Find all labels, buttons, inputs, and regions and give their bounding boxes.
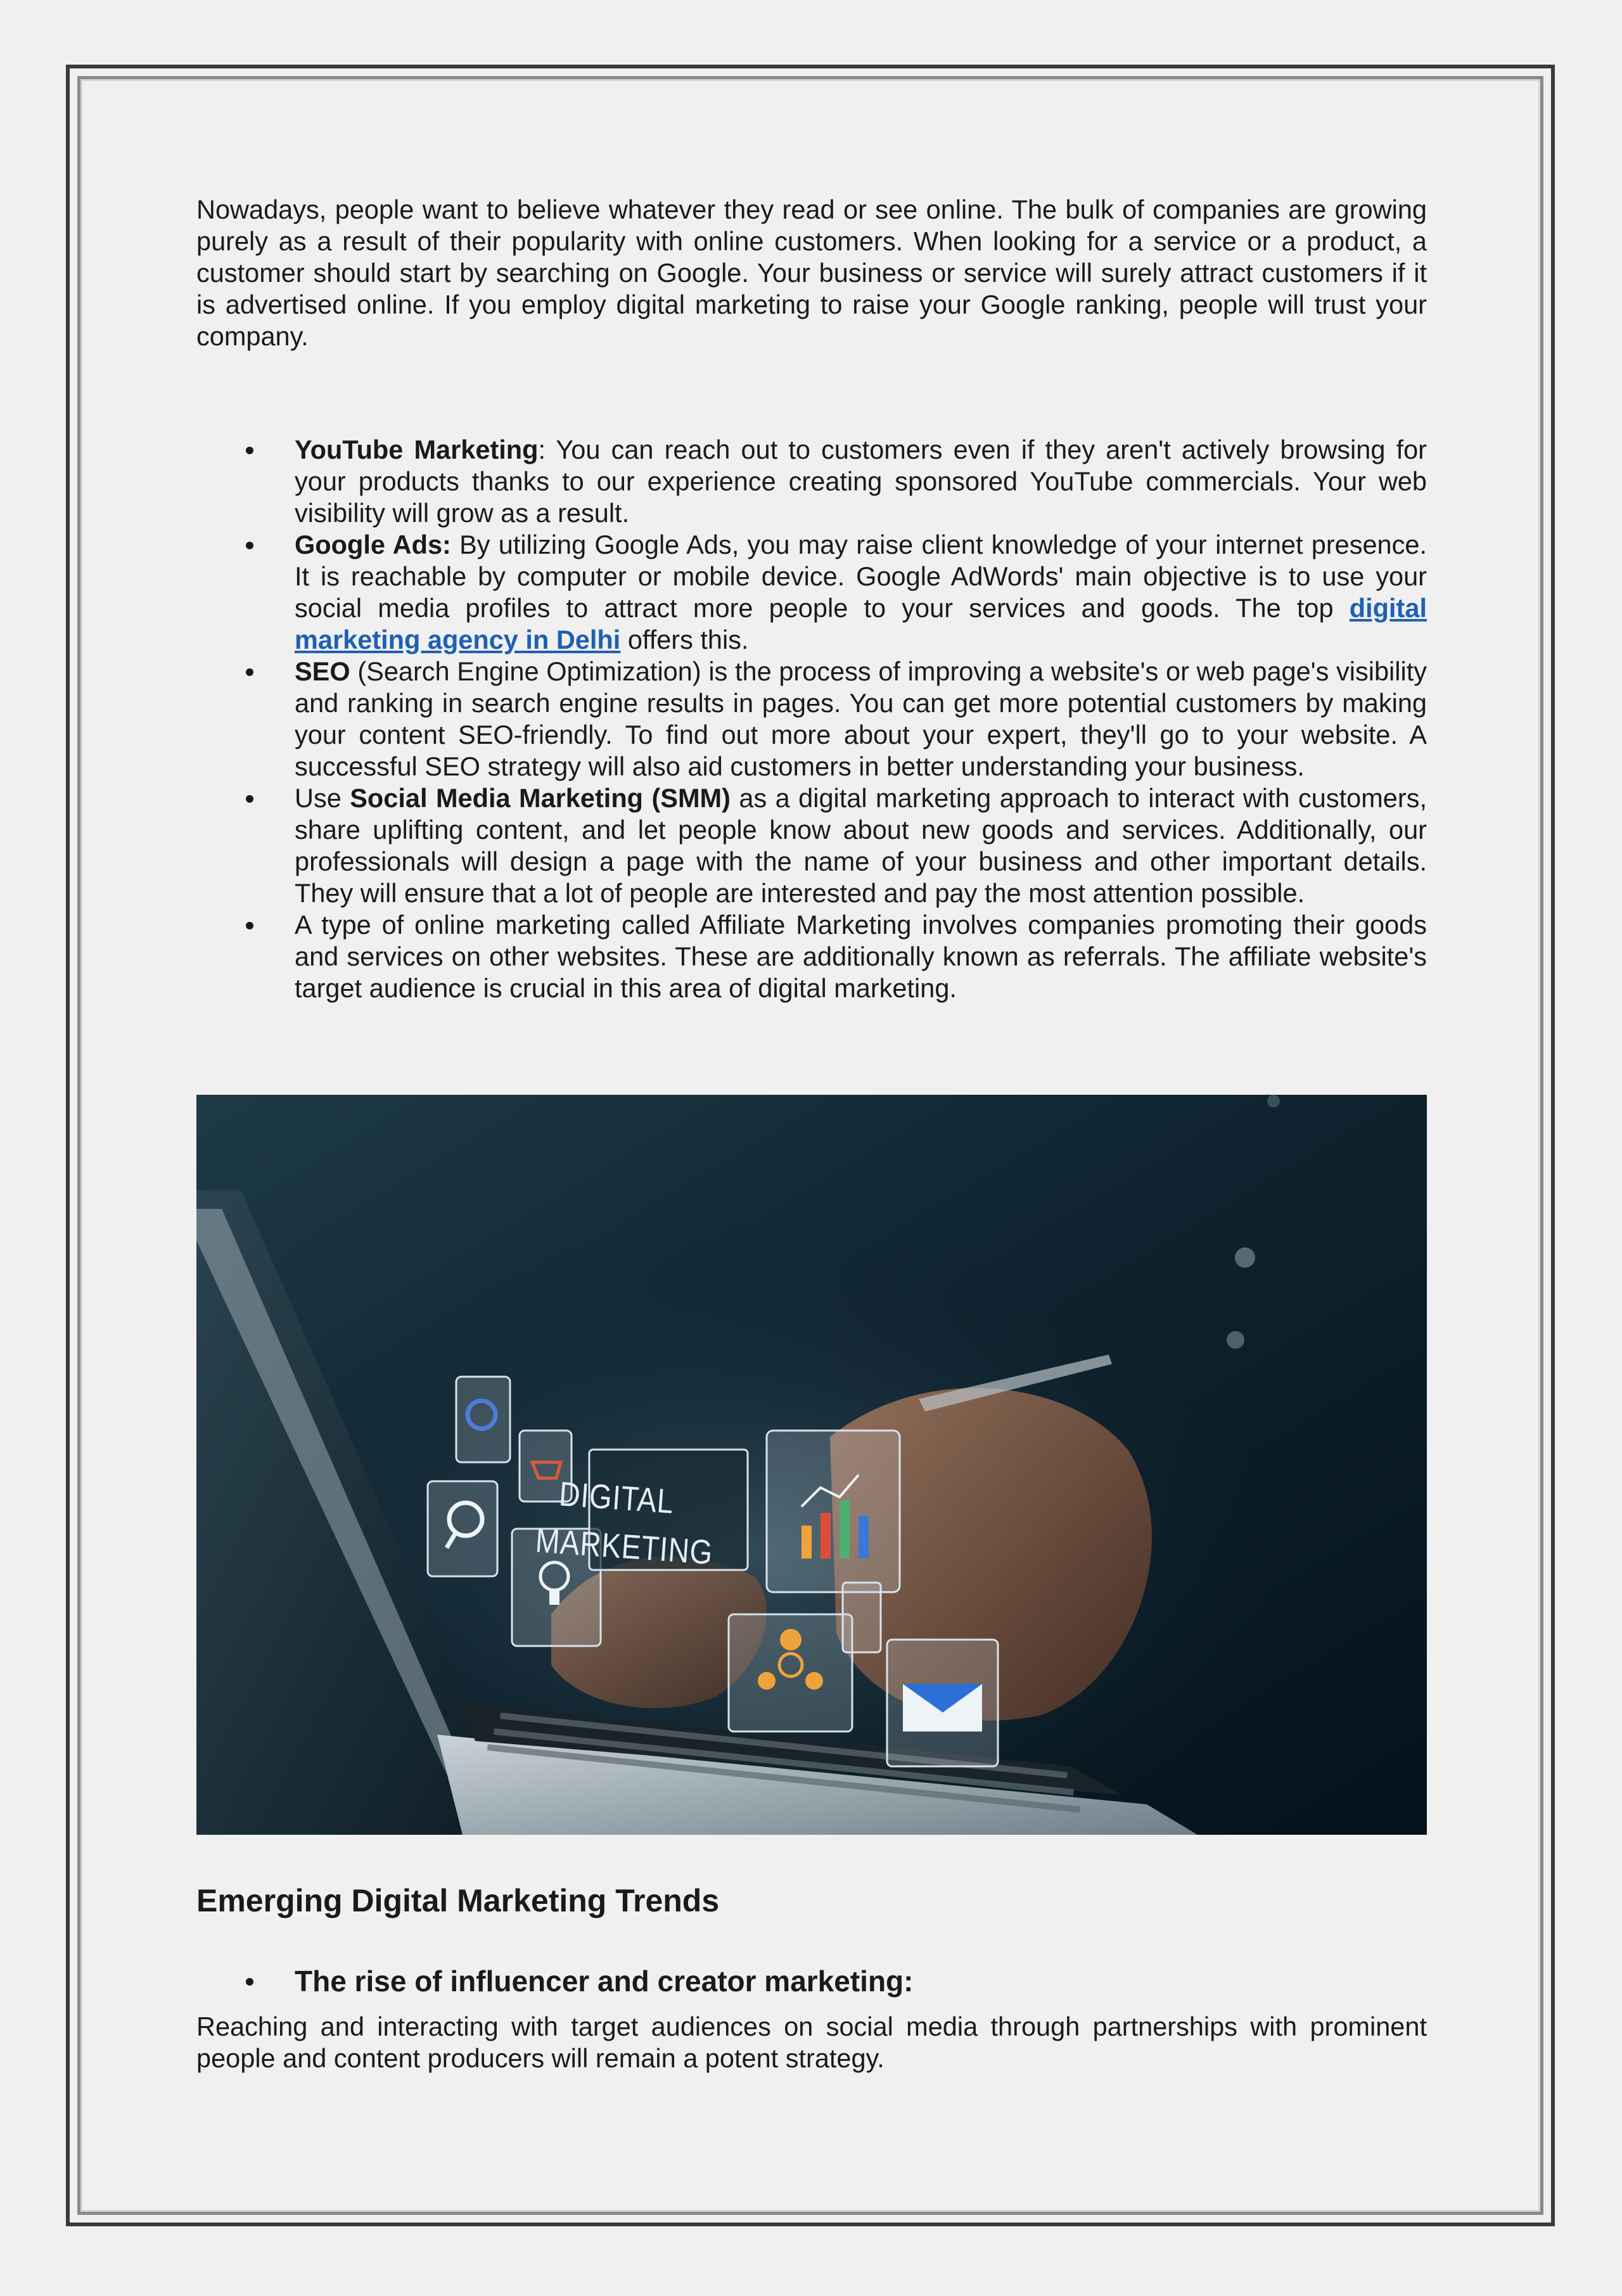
bullet-dot	[246, 1978, 253, 1986]
image-label-line2: MARKETING	[534, 1521, 715, 1572]
bullet-dot	[246, 922, 253, 929]
youtube-text: : You can reach out to customers even if they aren't actively browsing for your products thanks to our experience creating sponsored YouTube commercials. Your web visibility will grow as a result.	[295, 435, 1427, 528]
image-label-line1: DIGITAL	[558, 1474, 675, 1521]
bullet-dot	[246, 668, 253, 676]
bullet-dot	[246, 542, 253, 549]
bullet-dot	[246, 447, 253, 454]
trends-list	[196, 1963, 1427, 1999]
list-item-smm	[196, 782, 1427, 909]
google-ads-title: Google Ads:	[295, 530, 451, 559]
list-item-affiliate	[196, 909, 1427, 1004]
google-ads-text-end: offers this.	[620, 625, 749, 654]
smm-text: as a digital marketing approach to interact with customers, share uplifting content, and let people know about new goods and services. Additionally, our professionals will design a page with the name of your business and other important details. They will ensure that a lot of people are interested and pay the most attention possible.	[295, 783, 1427, 908]
youtube-title: YouTube Marketing	[295, 435, 539, 464]
services-list	[196, 434, 1427, 1004]
smm-prefix: Use	[295, 783, 350, 813]
article-body	[196, 194, 1427, 1004]
closing-paragraph: Reaching and interacting with target audiences on social media through partnerships with prominent people and content producers will remain a potent strategy.	[196, 2012, 1427, 2073]
seo-text: (Search Engine Optimization) is the process of improving a website's or web page's visibility and ranking in search engine results in pages. You can get more potential customers by making your content SEO-friendly. To find out more about your expert, they'll go to your website. A successful SEO strategy will also aid customers in better understanding your business.	[295, 656, 1427, 781]
list-item-google-ads	[196, 529, 1427, 656]
list-item-trend	[196, 1963, 1427, 1999]
list-item-seo	[196, 656, 1427, 782]
smm-title: Social Media Marketing (SMM)	[350, 783, 731, 813]
list-item-youtube	[196, 434, 1427, 529]
seo-title: SEO	[295, 656, 350, 686]
google-ads-text: By utilizing Google Ads, you may raise client knowledge of your internet presence. It is reachable by computer or mobile device. Google AdWords' main objective is to use your social media profiles to attract more people to your services and goods. The top	[295, 530, 1427, 623]
digital-marketing-image	[196, 1095, 1427, 1835]
bullet-dot	[246, 795, 253, 803]
intro-paragraph: Nowadays, people want to believe whatever they read or see online. The bulk of companies are growing purely as a result of their popularity with online customers. When looking for a service or a product, a customer should start by searching on Google. Your business or service will surely attract customers if it is advertised online. If you employ digital marketing to raise your Google ranking, people will trust your company.	[196, 195, 1427, 351]
section-heading: Emerging Digital Marketing Trends	[196, 1883, 720, 1918]
affiliate-text: A type of online marketing called Affiliate Marketing involves companies promoting their goods and services on other websites. These are additionally known as referrals. The affiliate website's target audience is crucial in this area of digital marketing.	[295, 910, 1427, 1003]
trend-title: The rise of influencer and creator marketing:	[295, 1965, 914, 1998]
digital-marketing-agency-link[interactable]: digital marketing agency in Delhi	[295, 593, 1427, 654]
